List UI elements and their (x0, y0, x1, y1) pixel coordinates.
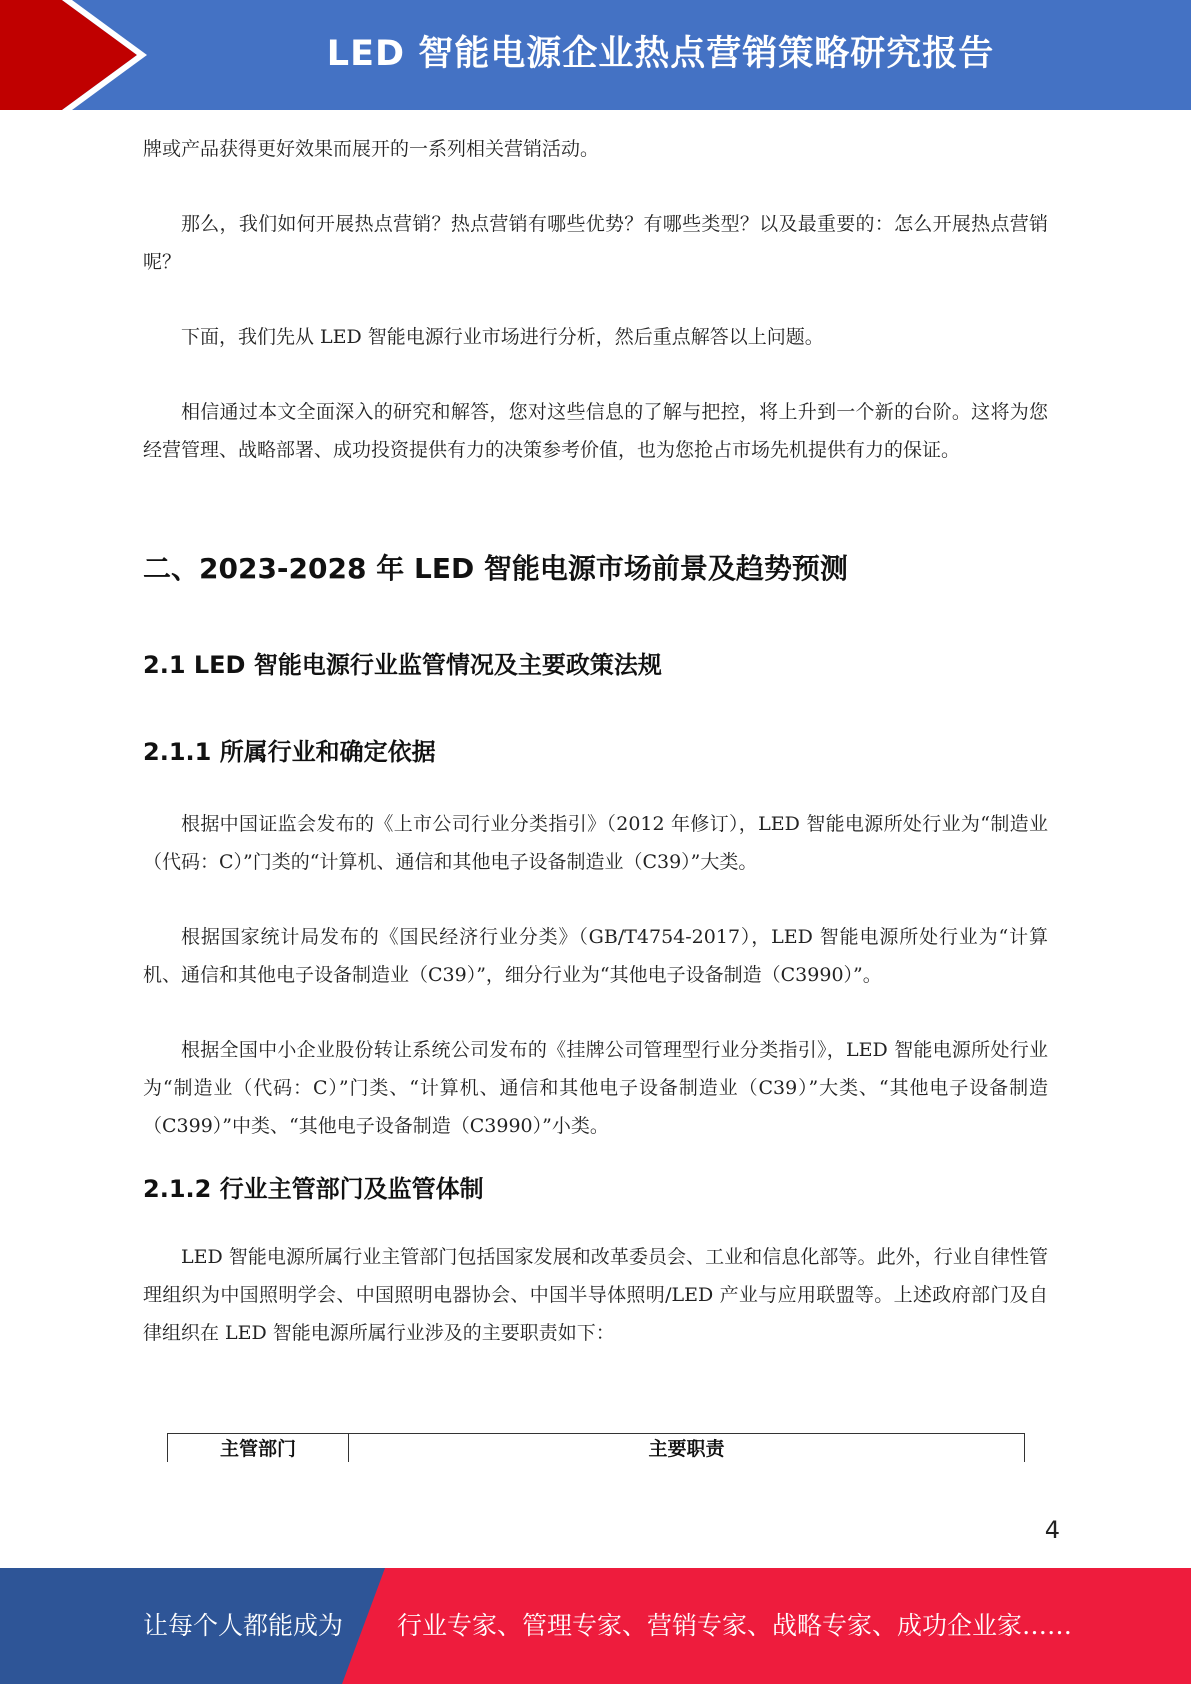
table-header-duties: 主要职责 (648, 1438, 725, 1460)
footer-slogan-right: 行业专家、管理专家、营销专家、战略专家、成功企业家…… (397, 1611, 1073, 1640)
header-arrow-icon (0, 0, 150, 110)
page-content (143, 130, 1048, 1352)
section-2-1-heading: 2.1 LED 智能电源行业监管情况及主要政策法规 (143, 651, 662, 679)
responsibility-table-header (167, 1433, 1025, 1462)
industry-paragraph-2: 根据国家统计局发布的《国民经济行业分类》（GB/T4754-2017），LED 智能电源所处行业为“计算机、通信和其他电子设备制造业（C39）”，细分行业为“其他电子设备制造（C3990）”。 (143, 926, 1048, 986)
section-2-heading: 二、2023-2028 年 LED 智能电源市场前景及趋势预测 (143, 552, 848, 585)
table-header-department: 主管部门 (168, 1434, 349, 1462)
page-header (0, 0, 1191, 110)
intro-paragraph-1: 牌或产品获得更好效果而展开的一系列相关营销活动。 (143, 138, 600, 160)
industry-paragraph-1: 根据中国证监会发布的《上市公司行业分类指引》（2012 年修订），LED 智能电源所处行业为“制造业（代码：C）”门类的“计算机、通信和其他电子设备制造业（C39）”大类。 (143, 813, 1048, 873)
section-2-1-2-heading: 2.1.2 行业主管部门及监管体制 (143, 1175, 484, 1203)
industry-paragraph-3: 根据全国中小企业股份转让系统公司发布的《挂牌公司管理型行业分类指引》，LED 智能电源所处行业为“制造业（代码：C）”门类、“计算机、通信和其他电子设备制造业（C39）”大类、“其他电子设备制造（C399）”中类、“其他电子设备制造（C3990）”小类。 (143, 1039, 1048, 1137)
page-footer (0, 1568, 1191, 1684)
intro-paragraph-3: 下面，我们先从 LED 智能电源行业市场进行分析，然后重点解答以上问题。 (181, 326, 824, 348)
report-title: LED 智能电源企业热点营销策略研究报告 (326, 34, 995, 74)
regulation-paragraph: LED 智能电源所属行业主管部门包括国家发展和改革委员会、工业和信息化部等。此外，行业自律性管理组织为中国照明学会、中国照明电器协会、中国半导体照明/LED 产业与应用联盟等。上述政府部门及自律组织在 LED 智能电源所属行业涉及的主要职责如下： (143, 1246, 1048, 1344)
intro-paragraph-2: 那么，我们如何开展热点营销？热点营销有哪些优势？有哪些类型？以及最重要的：怎么开展热点营销呢？ (143, 213, 1048, 273)
section-2-1-1-heading: 2.1.1 所属行业和确定依据 (143, 738, 436, 766)
footer-slogan-left: 让每个人都能成为 (143, 1611, 344, 1640)
intro-paragraph-4: 相信通过本文全面深入的研究和解答，您对这些信息的了解与把控，将上升到一个新的台阶。这将为您经营管理、战略部署、成功投资提供有力的决策参考价值，也为您抢占市场先机提供有力的保证。 (143, 401, 1048, 461)
page-number: 4 (1044, 1516, 1060, 1544)
